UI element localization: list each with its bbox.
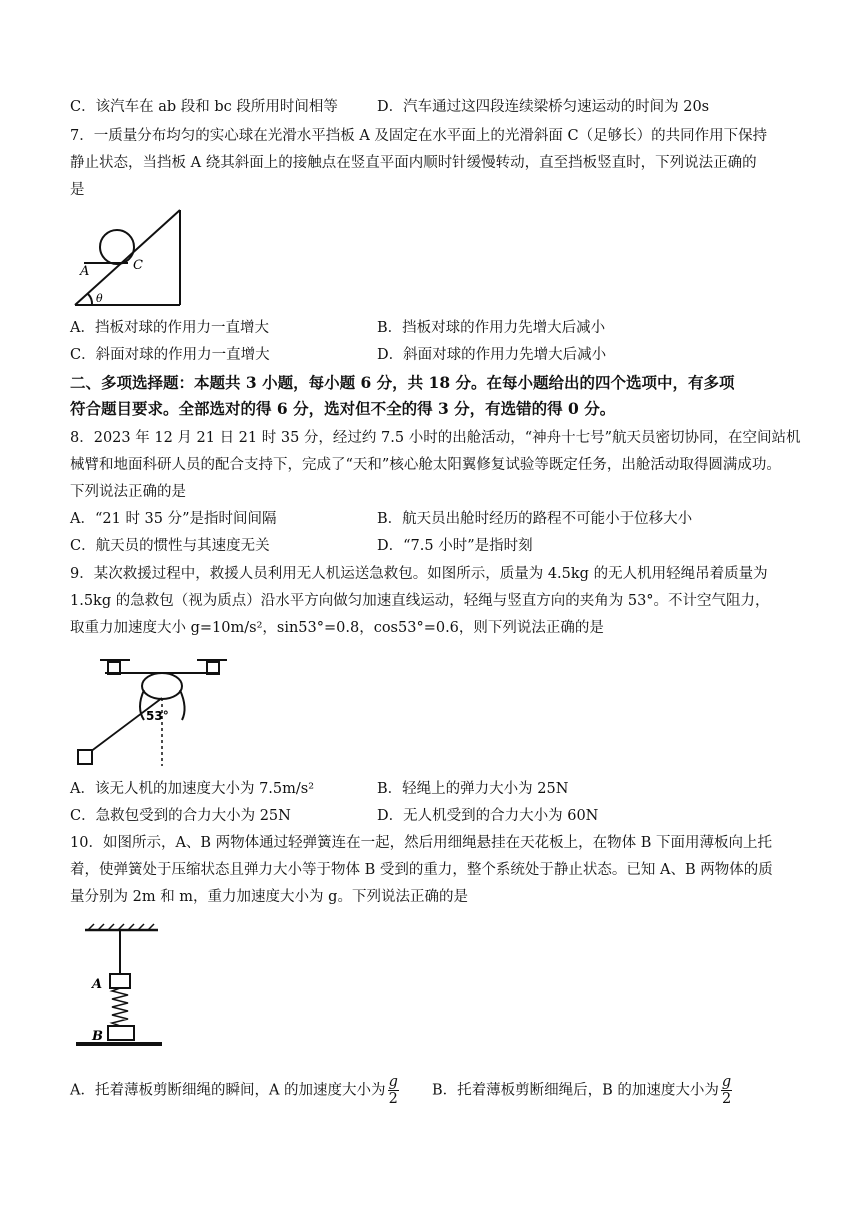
q7-option-a: A．挡板对球的作用力一直增大	[70, 320, 269, 336]
label-a: A	[80, 264, 90, 279]
q9-option-a: A．该无人机的加速度大小为 7.5m/s²	[70, 781, 315, 797]
q10-stem-line-2: 着，使弹簧处于压缩状态且弹力大小等于物体 B 受到的重力，整个系统处于静止状态。已知 A、B 两物体的质	[70, 862, 773, 878]
q10-stem-line-3: 量分别为 2m 和 m，重力加速度大小为 g。下列说法正确的是	[70, 889, 468, 905]
angle-label: 53°	[146, 709, 169, 723]
q7-stem-line-1: 7．一质量分布均匀的实心球在光滑水平挡板 A 及固定在水平面上的光滑斜面 C（足够长）的共同作用下保持	[70, 128, 768, 144]
spring	[112, 988, 128, 1026]
q8-stem-line-2: 械臂和地面科研人员的配合支持下，完成了“天和”核心舱太阳翼修复试验等既定任务，出舱活动取得圆满成功。	[70, 457, 781, 473]
label-c: C	[133, 258, 143, 273]
fraction-g-over-2	[721, 1074, 732, 1107]
drone-leg-left	[140, 690, 144, 720]
spring-blocks-figure	[70, 922, 170, 1054]
fraction-numerator: g	[388, 1074, 398, 1090]
block-a	[110, 974, 130, 988]
fraction-numerator: g	[721, 1074, 732, 1090]
q9-option-d: D．无人机受到的合力大小为 60N	[377, 808, 599, 824]
q9-stem-line-1: 9．某次救援过程中，救援人员利用无人机运送急救包。如图所示，质量为 4.5kg 的无人机用轻绳吊着质量为	[70, 566, 768, 582]
drone-figure	[70, 648, 250, 770]
q7-option-c: C．斜面对球的作用力一直增大	[70, 347, 270, 363]
angle-arc	[88, 294, 92, 305]
q8-option-d: D．“7.5 小时”是指时刻	[377, 538, 533, 554]
drone-body	[142, 673, 182, 699]
q7-option-b: B．挡板对球的作用力先增大后减小	[377, 320, 606, 336]
q7-stem-line-2: 静止状态，当挡板 A 绕其斜面上的接触点在竖直平面内顺时针缓慢转动，直至挡板竖直时，下列说法正确的	[70, 155, 757, 171]
q8-option-a: A．“21 时 35 分”是指时间间隔	[70, 511, 277, 527]
q6-option-d: D．汽车通过这四段连续梁桥匀速运动的时间为 20s	[377, 99, 710, 115]
first-aid-box	[78, 750, 92, 764]
label-theta: θ	[96, 292, 103, 305]
q8-option-b: B．航天员出舱时经历的路程不可能小于位移大小	[377, 511, 693, 527]
block-b	[108, 1026, 134, 1040]
rope	[90, 698, 162, 752]
q10-stem-line-1: 10．如图所示，A、B 两物体通过轻弹簧连在一起，然后用细绳悬挂在天花板上，在物体 B 下面用薄板向上托	[70, 835, 773, 851]
incline-ball-figure	[70, 205, 190, 310]
q9-option-b: B．轻绳上的弹力大小为 25N	[377, 781, 569, 797]
fraction-denominator: 2	[721, 1091, 732, 1107]
drone-leg-right	[180, 690, 185, 720]
incline-hypotenuse	[75, 210, 180, 305]
q9-option-c: C．急救包受到的合力大小为 25N	[70, 808, 291, 824]
section-2-heading-line-1: 二、多项选择题：本题共 3 小题，每小题 6 分，共 18 分。在每小题给出的四个选项中，有多项	[70, 373, 735, 392]
section-2-heading-line-2: 符合题目要求。全部选对的得 6 分，选对但不全的得 3 分，有选错的得 0 分。	[70, 399, 616, 418]
q10-option-a	[70, 1074, 399, 1107]
fraction-denominator: 2	[388, 1091, 398, 1107]
q10-option-a-text: A．托着薄板剪断细绳的瞬间，A 的加速度大小为	[70, 1082, 386, 1099]
q7-stem-line-3: 是	[70, 182, 85, 198]
q7-option-d: D．斜面对球的作用力先增大后减小	[377, 347, 607, 363]
q8-option-c: C．航天员的惯性与其速度无关	[70, 538, 270, 554]
q10-option-b-text: B．托着薄板剪断细绳后，B 的加速度大小为	[432, 1082, 719, 1099]
q9-stem-line-3: 取重力加速度大小 g=10m/s²，sin53°=0.8，cos53°=0.6，则下列说法正确的是	[70, 620, 604, 636]
label-b: B	[92, 1029, 103, 1044]
q8-stem-line-1: 8．2023 年 12 月 21 日 21 时 35 分，经过约 7.5 小时的出舱活动，“神舟十七号”航天员密切协同，在空间站机	[70, 430, 801, 446]
q10-option-b	[432, 1074, 732, 1107]
fraction-g-over-2	[388, 1074, 399, 1107]
ball	[100, 230, 134, 264]
label-a: A	[92, 977, 103, 992]
q6-option-c: C．该汽车在 ab 段和 bc 段所用时间相等	[70, 99, 338, 115]
q9-stem-line-2: 1.5kg 的急救包（视为质点）沿水平方向做匀加速直线运动，轻绳与竖直方向的夹角为 53°。不计空气阻力，	[70, 593, 770, 609]
q8-stem-line-3: 下列说法正确的是	[70, 484, 186, 500]
